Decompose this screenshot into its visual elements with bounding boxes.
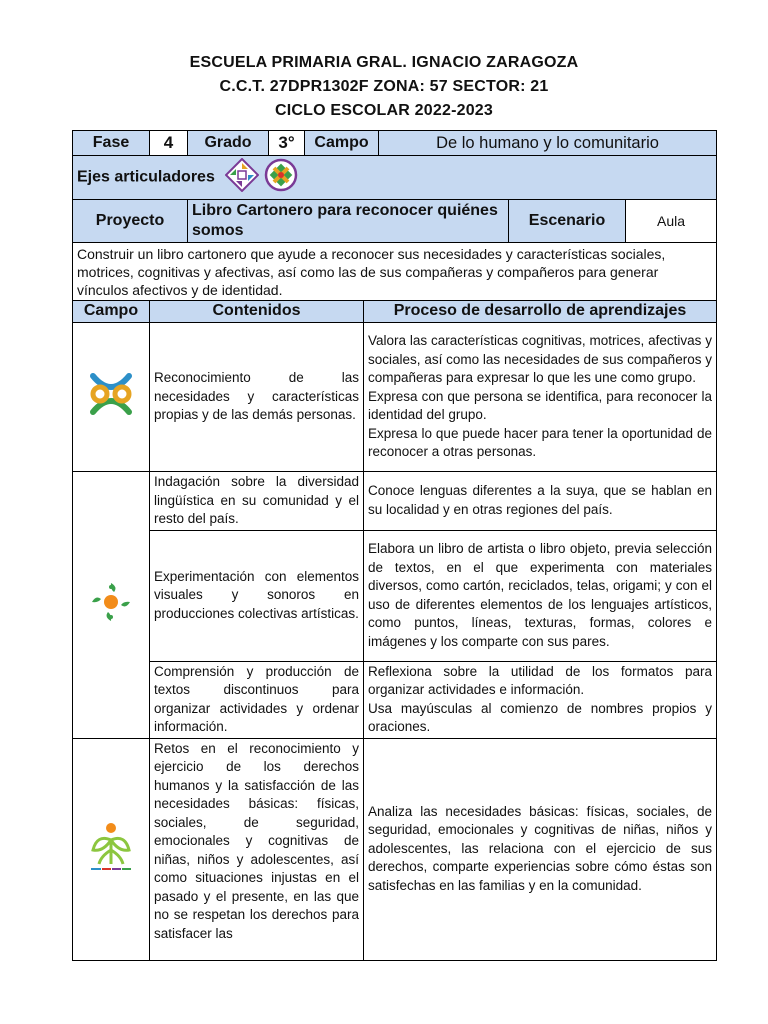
project-objective: Construir un libro cartonero que ayude a reconocer sus necesidades y características sociales, motrices, cognitivas y afectivas, así como las de sus compañeras y compañeros para generar vínculos afectivos y de identidad. — [73, 243, 717, 302]
school-name: ESCUELA PRIMARIA GRAL. IGNACIO ZARAGOZA — [189, 54, 579, 71]
fase-label: Fase — [73, 131, 150, 156]
proyecto-label: Proyecto — [73, 200, 188, 243]
person-leaves-icon — [89, 820, 133, 878]
col-contenidos: Contenidos — [150, 301, 364, 323]
school-cct: C.C.T. 27DPR1302F ZONA: 57 SECTOR: 21 — [219, 78, 549, 95]
grado-value: 3° — [269, 131, 305, 156]
fase-value: 4 — [150, 131, 188, 156]
campo-label: Campo — [305, 131, 379, 156]
contenido-cell: Retos en el reconocimiento y ejercicio de los derechos humanos y la satisfacción de las necesidades básicas: físicas, sociales, de seguridad, emocionales y cognitivas de niñas, niños y adolescentes, así como situaciones injustas en el pasado y el presente, en las que no se respetan los derechos para satisfacer las — [150, 738, 364, 960]
escenario-value: Aula — [626, 200, 717, 243]
escenario-label: Escenario — [509, 200, 626, 243]
col-proceso: Proceso de desarrollo de aprendizajes — [364, 301, 717, 323]
school-header — [0, 51, 768, 123]
ejes-label: Ejes articuladores — [77, 168, 215, 186]
contenido-cell: Comprensión y producción de textos discontinuos para organizar actividades y ordenar información. — [150, 661, 364, 738]
campo-icon-cell — [73, 323, 150, 472]
proceso-cell: Valora las características cognitivas, motrices, afectivas y sociales, así como las necesidades de sus compañeros y compañeras para expresar lo que les une como grupo. Expresa con que persona se identifica, para reconocer la identidad del grupo. Expresa lo que puede hacer para tener la oportunidad de reconocer a otras personas. — [364, 323, 717, 472]
contenido-cell: Experimentación con elementos visuales y sonoros en producciones colectivas artísticas. — [150, 530, 364, 661]
school-cycle: CICLO ESCOLAR 2022-2023 — [274, 102, 493, 119]
campo-icon-cell — [73, 738, 150, 960]
contenido-cell: Reconocimiento de las necesidades y características propias y de las demás personas. — [150, 323, 364, 472]
content-table — [72, 300, 717, 961]
proceso-cell: Reflexiona sobre la utilidad de los formatos para organizar actividades e información. Usa mayúsculas al comienzo de nombres propios y oraciones. — [364, 661, 717, 738]
proceso-cell: Analiza las necesidades básicas: físicas, sociales, de seguridad, emocionales y cognitivas de niñas, niños y adolescentes, las relaciona con el ejercicio de sus derechos, comparte experiencias sobre cómo éstas son satisfechas en las familias y en la comunidad. — [364, 738, 717, 960]
proceso-cell: Elabora un libro de artista o libro objeto, previa selección de textos, en el que experimenta con materiales diversos, como cartón, reciclados, telas, origami; y con el uso de diferentes elementos de los lenguajes artísticos, como puntos, líneas, texturas, formas, colores e imágenes y los comparte con sus pares. — [364, 530, 717, 661]
diamond-arrows-icon — [225, 158, 259, 198]
proceso-cell: Conoce lenguas diferentes a la suya, que se hablan en su localidad y en otras regiones del país. — [364, 472, 717, 531]
info-table — [72, 130, 717, 302]
people-link-icon — [85, 368, 137, 426]
campo-icon-cell — [73, 472, 150, 739]
col-campo: Campo — [73, 301, 150, 323]
x-circle-icon — [264, 158, 298, 198]
contenido-cell: Indagación sobre la diversidad lingüística en su comunidad y el resto del país. — [150, 472, 364, 531]
ejes-row — [73, 156, 717, 200]
grado-label: Grado — [188, 131, 269, 156]
flower-swirl-icon — [88, 579, 134, 631]
campo-value: De lo humano y lo comunitario — [379, 131, 717, 156]
proyecto-value: Libro Cartonero para reconocer quiénes somos — [188, 200, 509, 243]
